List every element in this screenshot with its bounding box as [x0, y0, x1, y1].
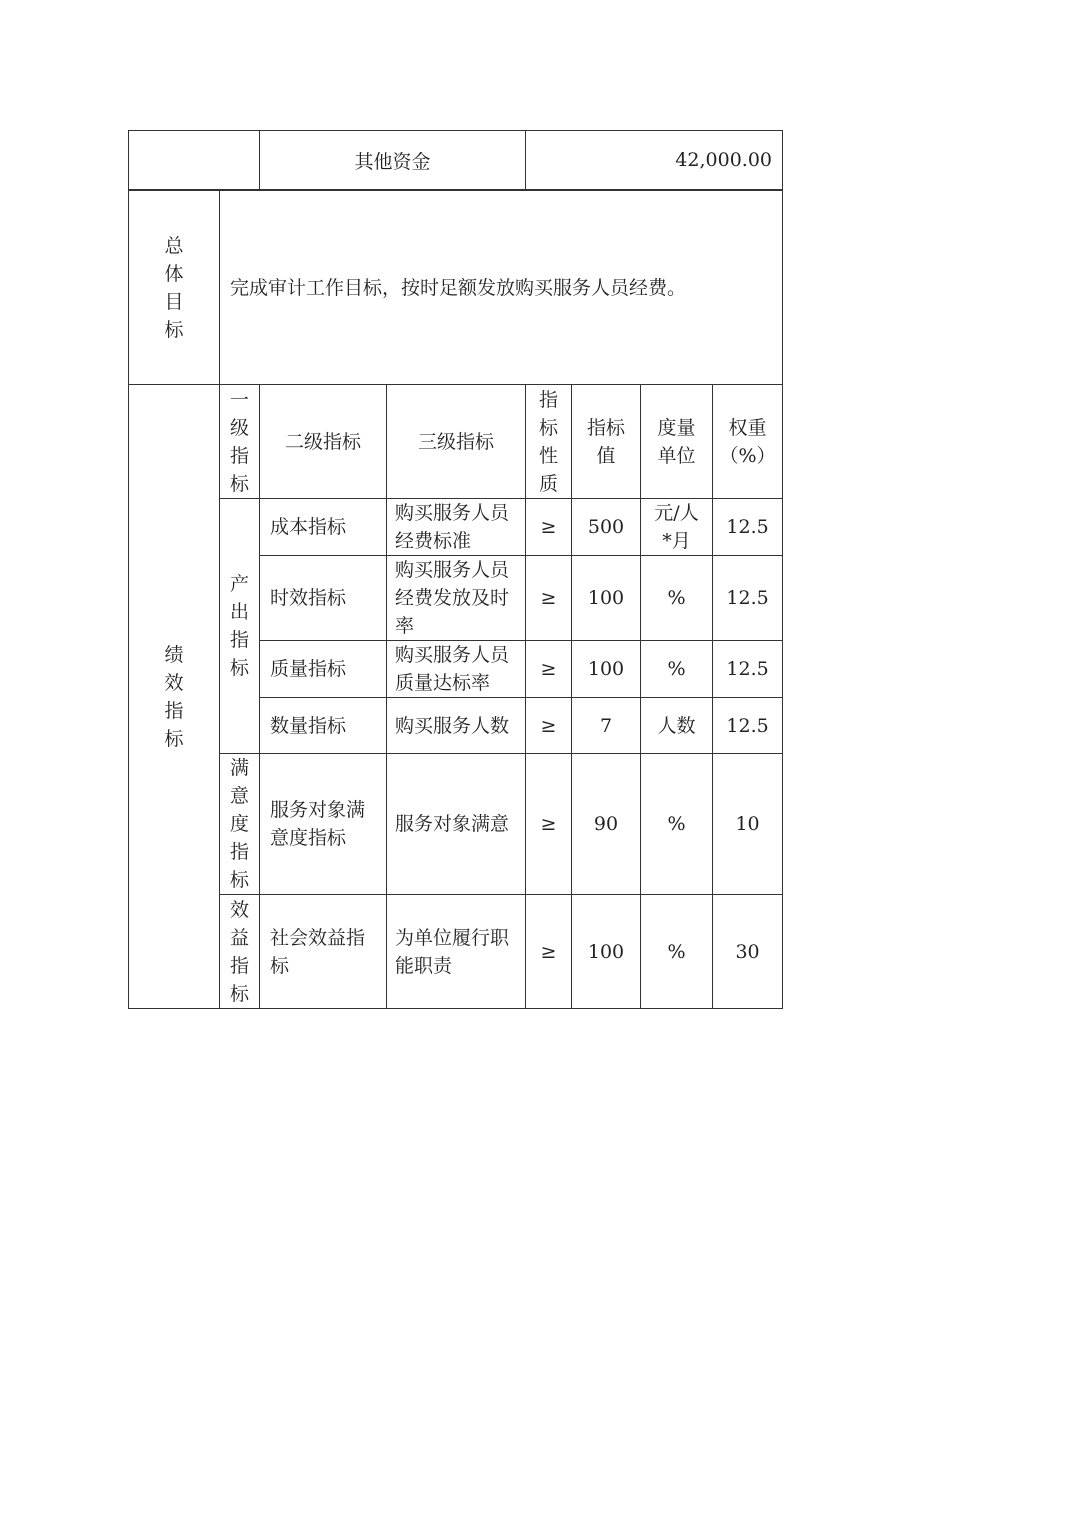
row-level2: 数量指标 — [260, 698, 387, 754]
row-unit: % — [641, 641, 713, 698]
funding-empty-cell — [129, 131, 260, 190]
row-level2: 时效指标 — [260, 556, 387, 641]
row-level2: 社会效益指标 — [260, 895, 387, 1009]
goal-label: 总 体 目 标 — [129, 191, 220, 385]
row-level3: 购买服务人员经费发放及时率 — [387, 556, 526, 641]
row-weight: 12.5 — [713, 499, 783, 556]
funding-table — [128, 130, 783, 190]
header-value: 指标 值 — [572, 385, 641, 499]
header-unit: 度量 单位 — [641, 385, 713, 499]
group-benefit: 效 益 指 标 — [220, 895, 260, 1009]
row-nature: ≥ — [526, 895, 572, 1009]
row-level3: 购买服务人数 — [387, 698, 526, 754]
group-output: 产 出 指 标 — [220, 499, 260, 754]
performance-label: 绩 效 指 标 — [129, 385, 220, 1009]
row-level3: 服务对象满意 — [387, 754, 526, 895]
row-nature: ≥ — [526, 499, 572, 556]
goal-text: 完成审计工作目标，按时足额发放购买服务人员经费。 — [220, 191, 783, 385]
group-satisfaction: 满 意 度 指 标 — [220, 754, 260, 895]
table-row — [129, 499, 783, 556]
row-unit: % — [641, 895, 713, 1009]
row-weight: 12.5 — [713, 556, 783, 641]
row-value: 100 — [572, 556, 641, 641]
header-level3: 三级指标 — [387, 385, 526, 499]
funding-amount: 42,000.00 — [526, 131, 783, 190]
row-unit: % — [641, 754, 713, 895]
row-level3: 为单位履行职能职责 — [387, 895, 526, 1009]
funding-source-name: 其他资金 — [260, 131, 526, 190]
header-level2: 二级指标 — [260, 385, 387, 499]
row-unit: 元/人 *月 — [641, 499, 713, 556]
row-weight: 12.5 — [713, 641, 783, 698]
row-unit: 人数 — [641, 698, 713, 754]
row-nature: ≥ — [526, 698, 572, 754]
row-nature: ≥ — [526, 556, 572, 641]
row-nature: ≥ — [526, 641, 572, 698]
row-value: 100 — [572, 641, 641, 698]
row-weight: 10 — [713, 754, 783, 895]
table-row — [129, 754, 783, 895]
table-row — [129, 895, 783, 1009]
row-level3: 购买服务人员经费标准 — [387, 499, 526, 556]
row-level3: 购买服务人员质量达标率 — [387, 641, 526, 698]
indicator-table — [128, 190, 783, 1009]
header-nature: 指 标 性 质 — [526, 385, 572, 499]
row-value: 7 — [572, 698, 641, 754]
row-weight: 12.5 — [713, 698, 783, 754]
row-level2: 成本指标 — [260, 499, 387, 556]
header-level1: 一 级 指 标 — [220, 385, 260, 499]
row-unit: % — [641, 556, 713, 641]
row-weight: 30 — [713, 895, 783, 1009]
row-level2: 质量指标 — [260, 641, 387, 698]
goal-row — [129, 191, 783, 385]
row-value: 500 — [572, 499, 641, 556]
row-value: 90 — [572, 754, 641, 895]
row-level2: 服务对象满意度指标 — [260, 754, 387, 895]
row-value: 100 — [572, 895, 641, 1009]
funding-row — [129, 131, 783, 190]
row-nature: ≥ — [526, 754, 572, 895]
indicator-header-row — [129, 385, 783, 499]
header-weight: 权重 （%） — [713, 385, 783, 499]
